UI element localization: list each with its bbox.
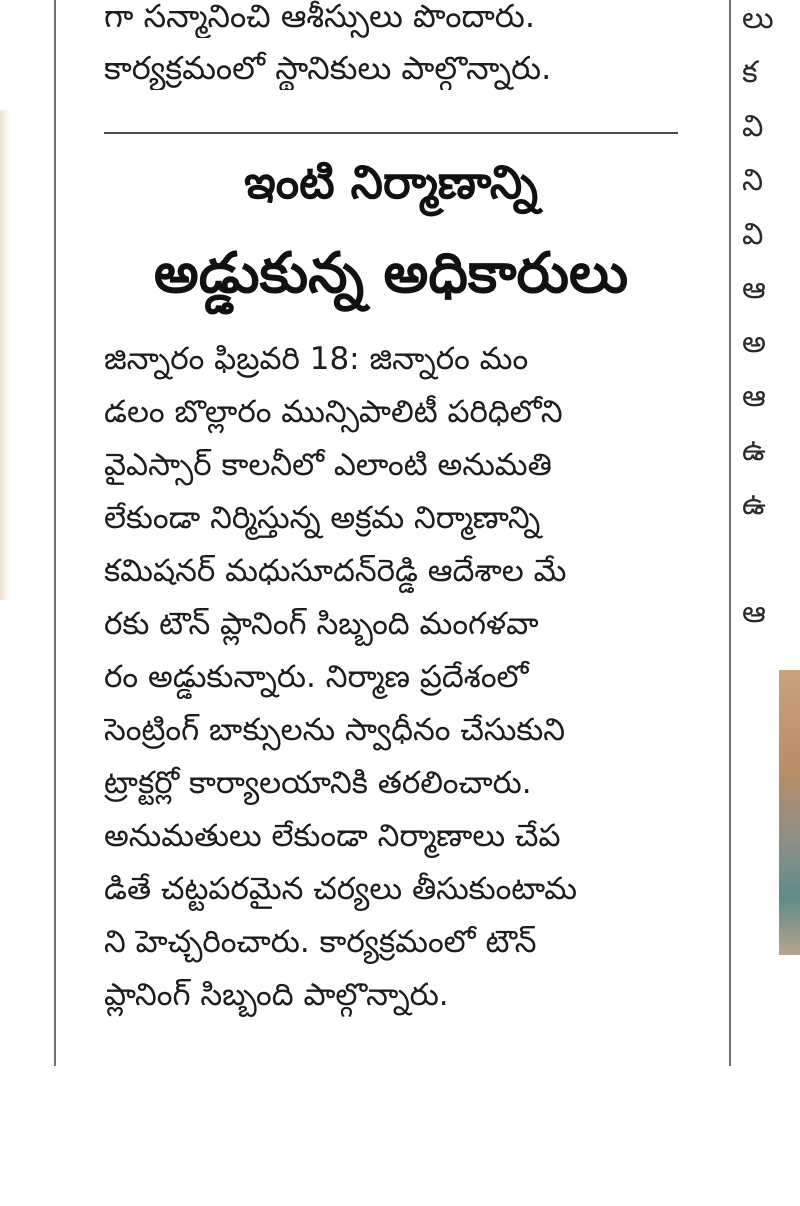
body-line: డితే చట్టపరమైన చర్యలు తీసుకుంటామ xyxy=(104,871,578,907)
article-separator xyxy=(104,132,678,134)
body-line: ప్లానింగ్ సిబ్బంది పాల్గొన్నారు. xyxy=(104,977,449,1013)
right-column-fragment: వి xyxy=(742,220,764,250)
body-line: సెంట్రింగ్ బాక్సులను స్వాధీనం చేసుకుని xyxy=(104,712,566,748)
headline-line-1: ఇంటి నిర్మాణాన్ని xyxy=(244,155,538,209)
body-line: ట్రాక్టర్లో కార్యాలయానికి తరలించారు. xyxy=(104,765,532,801)
body-line: రం అడ్డుకున్నారు. నిర్మాణ ప్రదేశంలో xyxy=(104,659,529,695)
body-line: వైఎస్సార్ కాలనీలో ఎలాంటి అనుమతి xyxy=(104,447,552,483)
adjacent-photo xyxy=(779,670,800,955)
headline-line-2: అడ్డుకున్న అధికారులు xyxy=(153,241,629,306)
right-column-fragment: లు xyxy=(742,4,774,34)
previous-article-line: కార్యక్రమంలో స్థానికులు పాల్గొన్నారు. xyxy=(104,49,552,87)
adjacent-image-edge xyxy=(0,110,10,600)
body-line: లేకుండా నిర్మిస్తున్న అక్రమ నిర్మాణాన్ని xyxy=(104,500,541,536)
column-rule-right xyxy=(729,0,731,1066)
right-column-fragment: ఆ xyxy=(742,274,766,304)
body-line: జిన్నారం ఫిబ్రవరి 18: జిన్నారం మం xyxy=(104,341,529,377)
right-column-fragment: ఉ xyxy=(742,436,766,466)
right-column-fragment: ఆ xyxy=(742,382,766,412)
right-column-fragment: ఉ xyxy=(742,490,766,520)
previous-article-line: గా సన్మానించి ఆశీస్సులు పొందారు. xyxy=(104,0,535,35)
body-line: ని హెచ్చరించారు. కార్యక్రమంలో టౌన్ xyxy=(104,924,537,960)
right-column-fragment: ని xyxy=(742,166,764,196)
right-column-fragment: ఆ xyxy=(742,598,766,628)
column-rule-left xyxy=(54,0,56,1066)
right-column-fragment: అ xyxy=(742,328,766,358)
right-column-fragment: వి xyxy=(742,112,764,142)
body-line: కమిషనర్ మధుసూదన్‌రెడ్డి ఆదేశాల మే xyxy=(104,553,567,589)
body-line: డలం బొల్లారం మున్సిపాలిటీ పరిధిలోని xyxy=(104,394,563,430)
right-column-fragment: క xyxy=(742,58,758,88)
body-line: అనుమతులు లేకుండా నిర్మాణాలు చేప xyxy=(104,818,561,854)
body-line: రకు టౌన్ ప్లానింగ్ సిబ్బంది మంగళవా xyxy=(104,606,539,642)
